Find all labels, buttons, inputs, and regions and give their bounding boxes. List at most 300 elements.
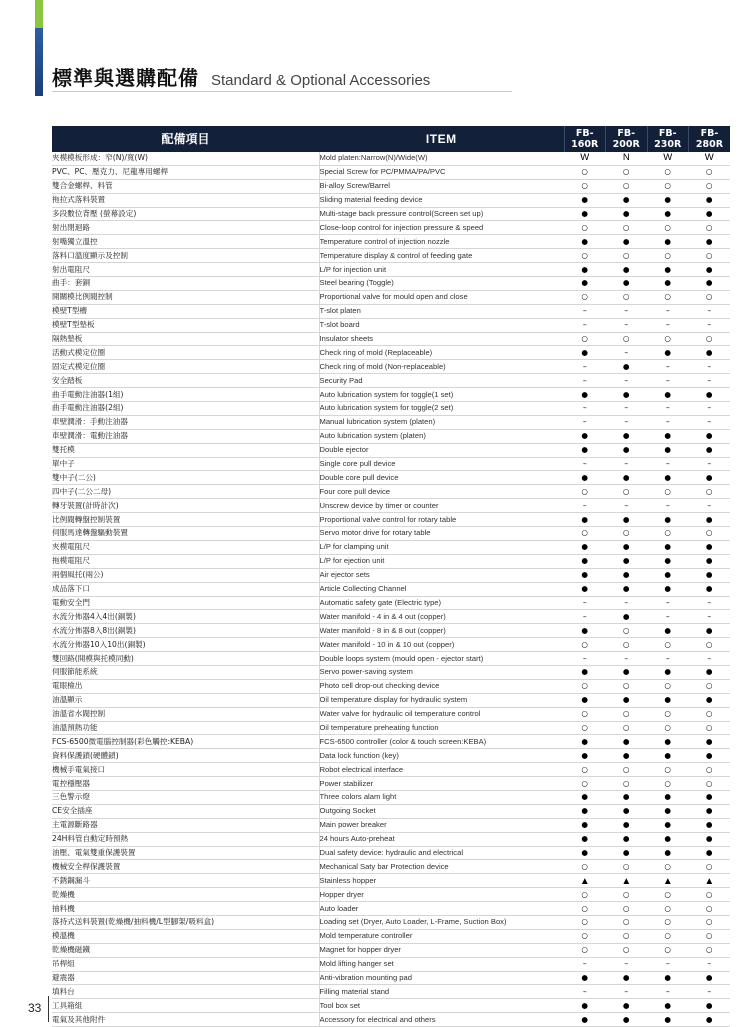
availability-cell: ● [647, 540, 689, 554]
availability-cell: ○ [606, 915, 648, 929]
availability-cell: ○ [606, 929, 648, 943]
item-label-en: Single core pull device [319, 457, 564, 471]
availability-cell: – [689, 985, 731, 999]
column-header-model [647, 126, 689, 152]
availability-cell: ○ [606, 721, 648, 735]
availability-cell: ● [689, 735, 731, 749]
availability-cell: ▲ [564, 874, 606, 888]
availability-cell: ● [647, 582, 689, 596]
availability-cell: ● [647, 735, 689, 749]
item-label-zh: CE安全插座 [52, 804, 319, 818]
availability-cell: ○ [647, 165, 689, 179]
item-label-zh: 模溫機 [52, 929, 319, 943]
availability-cell: – [606, 318, 648, 332]
availability-cell: ○ [689, 763, 731, 777]
item-label-zh: 成品落下口 [52, 582, 319, 596]
availability-cell: – [647, 652, 689, 666]
title-divider [52, 91, 512, 92]
availability-cell: ● [606, 235, 648, 249]
availability-cell: ● [564, 790, 606, 804]
item-label-zh: 主電源斷路器 [52, 818, 319, 832]
availability-cell: ● [606, 568, 648, 582]
item-label-zh: 拖模電阻尺 [52, 554, 319, 568]
availability-cell: – [606, 596, 648, 610]
availability-cell: ● [564, 554, 606, 568]
item-label-en: Water manifold - 4 in & 4 out (copper) [319, 610, 564, 624]
availability-cell: ○ [647, 179, 689, 193]
item-label-en: Check ring of mold (Replaceable) [319, 346, 564, 360]
availability-cell: ○ [606, 527, 648, 541]
availability-cell: ○ [689, 707, 731, 721]
availability-cell: – [689, 499, 731, 513]
item-label-en: Temperature display & control of feeding gate [319, 249, 564, 263]
availability-cell: ○ [564, 638, 606, 652]
availability-cell: ● [564, 346, 606, 360]
availability-cell: ● [606, 999, 648, 1013]
availability-cell: ● [606, 443, 648, 457]
availability-cell: ● [606, 804, 648, 818]
availability-cell: ● [606, 263, 648, 277]
availability-cell: ● [689, 582, 731, 596]
column-header-model [564, 126, 606, 152]
item-label-en: Auto loader [319, 902, 564, 916]
availability-cell: ● [647, 443, 689, 457]
item-label-zh: 電動安全門 [52, 596, 319, 610]
availability-cell: ● [689, 429, 731, 443]
availability-cell: W [564, 152, 606, 165]
table-row [52, 652, 730, 666]
availability-cell: ○ [606, 777, 648, 791]
availability-cell: ○ [606, 943, 648, 957]
table-row [52, 179, 730, 193]
availability-cell: ● [689, 971, 731, 985]
item-label-en: Mold lifting hanger set [319, 957, 564, 971]
availability-cell: – [606, 415, 648, 429]
availability-cell: – [564, 304, 606, 318]
table-row [52, 818, 730, 832]
availability-cell: ○ [606, 707, 648, 721]
item-label-zh: 三色警示燈 [52, 790, 319, 804]
availability-cell: ○ [689, 929, 731, 943]
availability-cell: ○ [689, 290, 731, 304]
availability-cell: – [689, 360, 731, 374]
availability-cell: ○ [689, 165, 731, 179]
availability-cell: – [647, 360, 689, 374]
item-label-zh: 轉牙裝置(計時計次) [52, 499, 319, 513]
availability-cell: – [564, 610, 606, 624]
availability-cell: – [564, 652, 606, 666]
availability-cell: ● [647, 971, 689, 985]
availability-cell: ● [647, 804, 689, 818]
item-label-zh: 伺服節能系統 [52, 665, 319, 679]
availability-cell: ● [564, 443, 606, 457]
model-prefix: FB- [658, 128, 677, 139]
item-label-zh: 模壁T型墊板 [52, 318, 319, 332]
table-row [52, 888, 730, 902]
item-label-en: Mold platen:Narrow(N)/Wide(W) [319, 152, 564, 165]
item-label-zh: 曲手：套銅 [52, 277, 319, 291]
availability-cell: ○ [689, 638, 731, 652]
table-row [52, 457, 730, 471]
item-label-en: Oil temperature preheating function [319, 721, 564, 735]
table-row [52, 165, 730, 179]
item-label-zh: 活動式模定位圈 [52, 346, 319, 360]
item-label-en: Four core pull device [319, 485, 564, 499]
table-row [52, 207, 730, 221]
availability-cell: – [647, 415, 689, 429]
item-label-en: Data lock function (key) [319, 749, 564, 763]
item-label-zh: 落料口溫度顯示及控制 [52, 249, 319, 263]
availability-cell: ● [606, 665, 648, 679]
accessories-table [52, 126, 730, 1027]
page-title-en: Standard & Optional Accessories [211, 72, 431, 89]
availability-cell: ○ [606, 165, 648, 179]
table-row [52, 679, 730, 693]
availability-cell: ○ [647, 943, 689, 957]
availability-cell: ● [647, 207, 689, 221]
item-label-zh: 24H料管自動定時預熱 [52, 832, 319, 846]
item-label-zh: 避震器 [52, 971, 319, 985]
availability-cell: – [647, 304, 689, 318]
availability-cell: ● [606, 277, 648, 291]
availability-cell: – [689, 415, 731, 429]
availability-cell: ○ [606, 221, 648, 235]
availability-cell: ● [647, 818, 689, 832]
availability-cell: ● [606, 193, 648, 207]
availability-cell: ● [647, 193, 689, 207]
accent-bar-blue [35, 28, 43, 96]
availability-cell: ○ [647, 707, 689, 721]
availability-cell: ● [606, 554, 648, 568]
availability-cell: ● [606, 971, 648, 985]
availability-cell: ○ [606, 902, 648, 916]
availability-cell: ○ [647, 485, 689, 499]
item-label-zh: 電氣及其他附件 [52, 1013, 319, 1027]
table-row [52, 832, 730, 846]
table-row [52, 915, 730, 929]
item-label-zh: 夾模電阻尺 [52, 540, 319, 554]
availability-cell: ● [647, 277, 689, 291]
availability-cell: ● [689, 207, 731, 221]
availability-cell: ○ [647, 915, 689, 929]
item-label-en: Servo power-saving system [319, 665, 564, 679]
availability-cell: – [647, 402, 689, 416]
table-row [52, 540, 730, 554]
availability-cell: ○ [689, 179, 731, 193]
item-label-en: T-slot platen [319, 304, 564, 318]
availability-cell: ○ [564, 679, 606, 693]
availability-cell: ● [606, 846, 648, 860]
availability-cell: ● [689, 624, 731, 638]
table-row [52, 749, 730, 763]
availability-cell: ● [564, 207, 606, 221]
table-row [52, 499, 730, 513]
availability-cell: ○ [564, 165, 606, 179]
item-label-zh: 吊桿組 [52, 957, 319, 971]
availability-cell: ○ [647, 902, 689, 916]
availability-cell: ● [564, 804, 606, 818]
item-label-en: Oil temperature display for hydraulic system [319, 693, 564, 707]
availability-cell: ● [689, 999, 731, 1013]
availability-cell: ● [689, 346, 731, 360]
availability-cell: ● [564, 846, 606, 860]
table-row [52, 721, 730, 735]
availability-cell: – [564, 985, 606, 999]
item-label-en: Steel bearing (Toggle) [319, 277, 564, 291]
table-row [52, 221, 730, 235]
availability-cell: ● [647, 235, 689, 249]
item-label-zh: 曲手電動注油器(1組) [52, 388, 319, 402]
item-label-zh: 射出電阻尺 [52, 263, 319, 277]
item-label-zh: 比例閥轉盤控制裝置 [52, 513, 319, 527]
item-label-en: Mold temperature controller [319, 929, 564, 943]
availability-cell: ● [647, 568, 689, 582]
item-label-zh: 水流分佈器10入10出(銅製) [52, 638, 319, 652]
item-label-en: Insulator sheets [319, 332, 564, 346]
column-header-en: ITEM [319, 126, 564, 152]
table-row [52, 860, 730, 874]
table-row [52, 596, 730, 610]
availability-cell: ● [564, 277, 606, 291]
item-label-en: L/P for injection unit [319, 263, 564, 277]
page-title-zh: 標準與選購配備 [52, 66, 199, 90]
model-code: 280R [695, 139, 724, 150]
availability-cell: ● [647, 665, 689, 679]
availability-cell: ▲ [689, 874, 731, 888]
item-label-zh: 油溫顯示 [52, 693, 319, 707]
availability-cell: ○ [689, 249, 731, 263]
availability-cell: – [606, 957, 648, 971]
availability-cell: ▲ [647, 874, 689, 888]
availability-cell: ○ [564, 179, 606, 193]
availability-cell: – [647, 985, 689, 999]
item-label-zh: 水流分佈器8入8出(銅製) [52, 624, 319, 638]
availability-cell: ● [564, 818, 606, 832]
availability-cell: ○ [689, 221, 731, 235]
item-label-zh: 模壁T型槽 [52, 304, 319, 318]
item-label-zh: 曲手電動注油器(2組) [52, 402, 319, 416]
model-prefix: FB- [575, 128, 594, 139]
table-row [52, 554, 730, 568]
table-body [52, 152, 730, 1027]
availability-cell: ○ [564, 888, 606, 902]
table-row [52, 304, 730, 318]
availability-cell: – [606, 652, 648, 666]
availability-cell: – [606, 985, 648, 999]
item-label-en: Robot electrical interface [319, 763, 564, 777]
availability-cell: ● [689, 513, 731, 527]
availability-cell: ● [564, 471, 606, 485]
availability-cell: ○ [564, 221, 606, 235]
availability-cell: ○ [606, 332, 648, 346]
table-row [52, 971, 730, 985]
table-row [52, 402, 730, 416]
table-row [52, 693, 730, 707]
availability-cell: – [564, 457, 606, 471]
availability-cell: ● [564, 513, 606, 527]
availability-cell: ● [689, 193, 731, 207]
availability-cell: ● [689, 693, 731, 707]
availability-cell: ● [606, 1013, 648, 1027]
table-row [52, 346, 730, 360]
availability-cell: ● [689, 277, 731, 291]
availability-cell: ● [564, 540, 606, 554]
availability-cell: ○ [647, 332, 689, 346]
availability-cell: ● [647, 429, 689, 443]
availability-cell: ○ [606, 888, 648, 902]
availability-cell: ● [689, 749, 731, 763]
item-label-zh: 多段數位背壓 (螢幕設定) [52, 207, 319, 221]
availability-cell: ● [689, 540, 731, 554]
item-label-en: Anti-vibration mounting pad [319, 971, 564, 985]
item-label-en: Special Screw for PC/PMMA/PA/PVC [319, 165, 564, 179]
item-label-en: Outgoing Socket [319, 804, 564, 818]
availability-cell: ● [564, 665, 606, 679]
availability-cell: ○ [647, 527, 689, 541]
availability-cell: ● [647, 624, 689, 638]
availability-cell: ● [647, 554, 689, 568]
table-row [52, 318, 730, 332]
availability-cell: ○ [564, 929, 606, 943]
availability-cell: ○ [564, 777, 606, 791]
table-row [52, 999, 730, 1013]
table-row [52, 943, 730, 957]
table-row [52, 735, 730, 749]
availability-cell: ● [647, 832, 689, 846]
availability-cell: ● [647, 388, 689, 402]
availability-cell: – [564, 957, 606, 971]
table-row [52, 152, 730, 165]
availability-cell: ● [564, 429, 606, 443]
model-code: 230R [654, 139, 682, 150]
availability-cell: W [647, 152, 689, 165]
availability-cell: ○ [606, 679, 648, 693]
item-label-en: Servo motor drive for rotary table [319, 527, 564, 541]
availability-cell: – [606, 304, 648, 318]
item-label-zh: FCS-6500微電腦控制器(彩色觸控:KEBA) [52, 735, 319, 749]
availability-cell: – [564, 596, 606, 610]
availability-cell: ○ [689, 721, 731, 735]
availability-cell: ○ [564, 332, 606, 346]
availability-cell: ● [647, 749, 689, 763]
availability-cell: ○ [564, 721, 606, 735]
availability-cell: ○ [564, 527, 606, 541]
availability-cell: ○ [647, 721, 689, 735]
table-row [52, 235, 730, 249]
item-label-en: Auto lubrication system (platen) [319, 429, 564, 443]
table-row [52, 193, 730, 207]
availability-cell: ● [606, 207, 648, 221]
availability-cell: – [647, 499, 689, 513]
item-label-zh: 夾模模板形成：窄(N)/寬(W) [52, 152, 319, 165]
item-label-zh: 車壁潤滑：電動注油器 [52, 429, 319, 443]
availability-cell: – [647, 457, 689, 471]
item-label-zh: 抽料機 [52, 902, 319, 916]
item-label-zh: 單中子 [52, 457, 319, 471]
availability-cell: ● [647, 346, 689, 360]
availability-cell: ● [647, 513, 689, 527]
item-label-en: Water manifold - 8 in & 8 out (copper) [319, 624, 564, 638]
item-label-en: Manual lubrication system (platen) [319, 415, 564, 429]
availability-cell: ● [564, 624, 606, 638]
availability-cell: – [647, 957, 689, 971]
table-row [52, 443, 730, 457]
table-header-row [52, 126, 730, 152]
availability-cell: ● [564, 582, 606, 596]
availability-cell: – [606, 374, 648, 388]
availability-cell: ● [564, 193, 606, 207]
availability-cell: – [564, 374, 606, 388]
availability-cell: ○ [606, 860, 648, 874]
item-label-zh: 車壁潤滑：手動注油器 [52, 415, 319, 429]
availability-cell: ● [564, 735, 606, 749]
availability-cell: ○ [647, 888, 689, 902]
item-label-en: Auto lubrication system for toggle(2 set) [319, 402, 564, 416]
item-label-en: Sliding material feeding device [319, 193, 564, 207]
item-label-en: Close-loop control for injection pressure & speed [319, 221, 564, 235]
availability-cell: ○ [689, 777, 731, 791]
availability-cell: – [606, 457, 648, 471]
availability-cell: ○ [564, 915, 606, 929]
availability-cell: ● [647, 471, 689, 485]
item-label-en: L/P for clamping unit [319, 540, 564, 554]
item-label-en: Auto lubrication system for toggle(1 set) [319, 388, 564, 402]
item-label-en: Filling material stand [319, 985, 564, 999]
item-label-zh: 填料台 [52, 985, 319, 999]
item-label-en: Automatic safety gate (Electric type) [319, 596, 564, 610]
table-row [52, 957, 730, 971]
availability-cell: ○ [564, 707, 606, 721]
item-label-en: Dual safety device: hydraulic and electrical [319, 846, 564, 860]
item-label-zh: 工具箱組 [52, 999, 319, 1013]
item-label-en: 24 hours Auto-preheat [319, 832, 564, 846]
availability-cell: ● [606, 429, 648, 443]
availability-cell: ● [606, 749, 648, 763]
availability-cell: – [564, 318, 606, 332]
table-row [52, 415, 730, 429]
availability-cell: ○ [689, 902, 731, 916]
availability-cell: ○ [564, 860, 606, 874]
availability-cell: ● [689, 235, 731, 249]
availability-cell: N [606, 152, 648, 165]
availability-cell: – [689, 374, 731, 388]
availability-cell: – [689, 957, 731, 971]
availability-cell: ○ [647, 221, 689, 235]
item-label-en: Proportional valve control for rotary table [319, 513, 564, 527]
item-label-zh: PVC、PC、壓克力、尼龍專用螺桿 [52, 165, 319, 179]
table-row [52, 249, 730, 263]
availability-cell: ● [606, 540, 648, 554]
availability-cell: ○ [564, 902, 606, 916]
availability-cell: ● [689, 263, 731, 277]
availability-cell: ○ [689, 915, 731, 929]
item-label-en: Accessory for electrical and others [319, 1013, 564, 1027]
item-label-zh: 油溫省水閥控制 [52, 707, 319, 721]
column-header-model [606, 126, 648, 152]
availability-cell: ● [564, 388, 606, 402]
availability-cell: ○ [647, 929, 689, 943]
availability-cell: ● [606, 360, 648, 374]
table-row [52, 985, 730, 999]
item-label-en: Tool box set [319, 999, 564, 1013]
item-label-zh: 水流分佈器4入4出(銅製) [52, 610, 319, 624]
availability-cell: ○ [606, 624, 648, 638]
availability-cell: ● [606, 388, 648, 402]
item-label-en: Double loops system (mould open - ejector start) [319, 652, 564, 666]
table-row [52, 471, 730, 485]
availability-cell: ● [564, 263, 606, 277]
availability-cell: ● [564, 1013, 606, 1027]
